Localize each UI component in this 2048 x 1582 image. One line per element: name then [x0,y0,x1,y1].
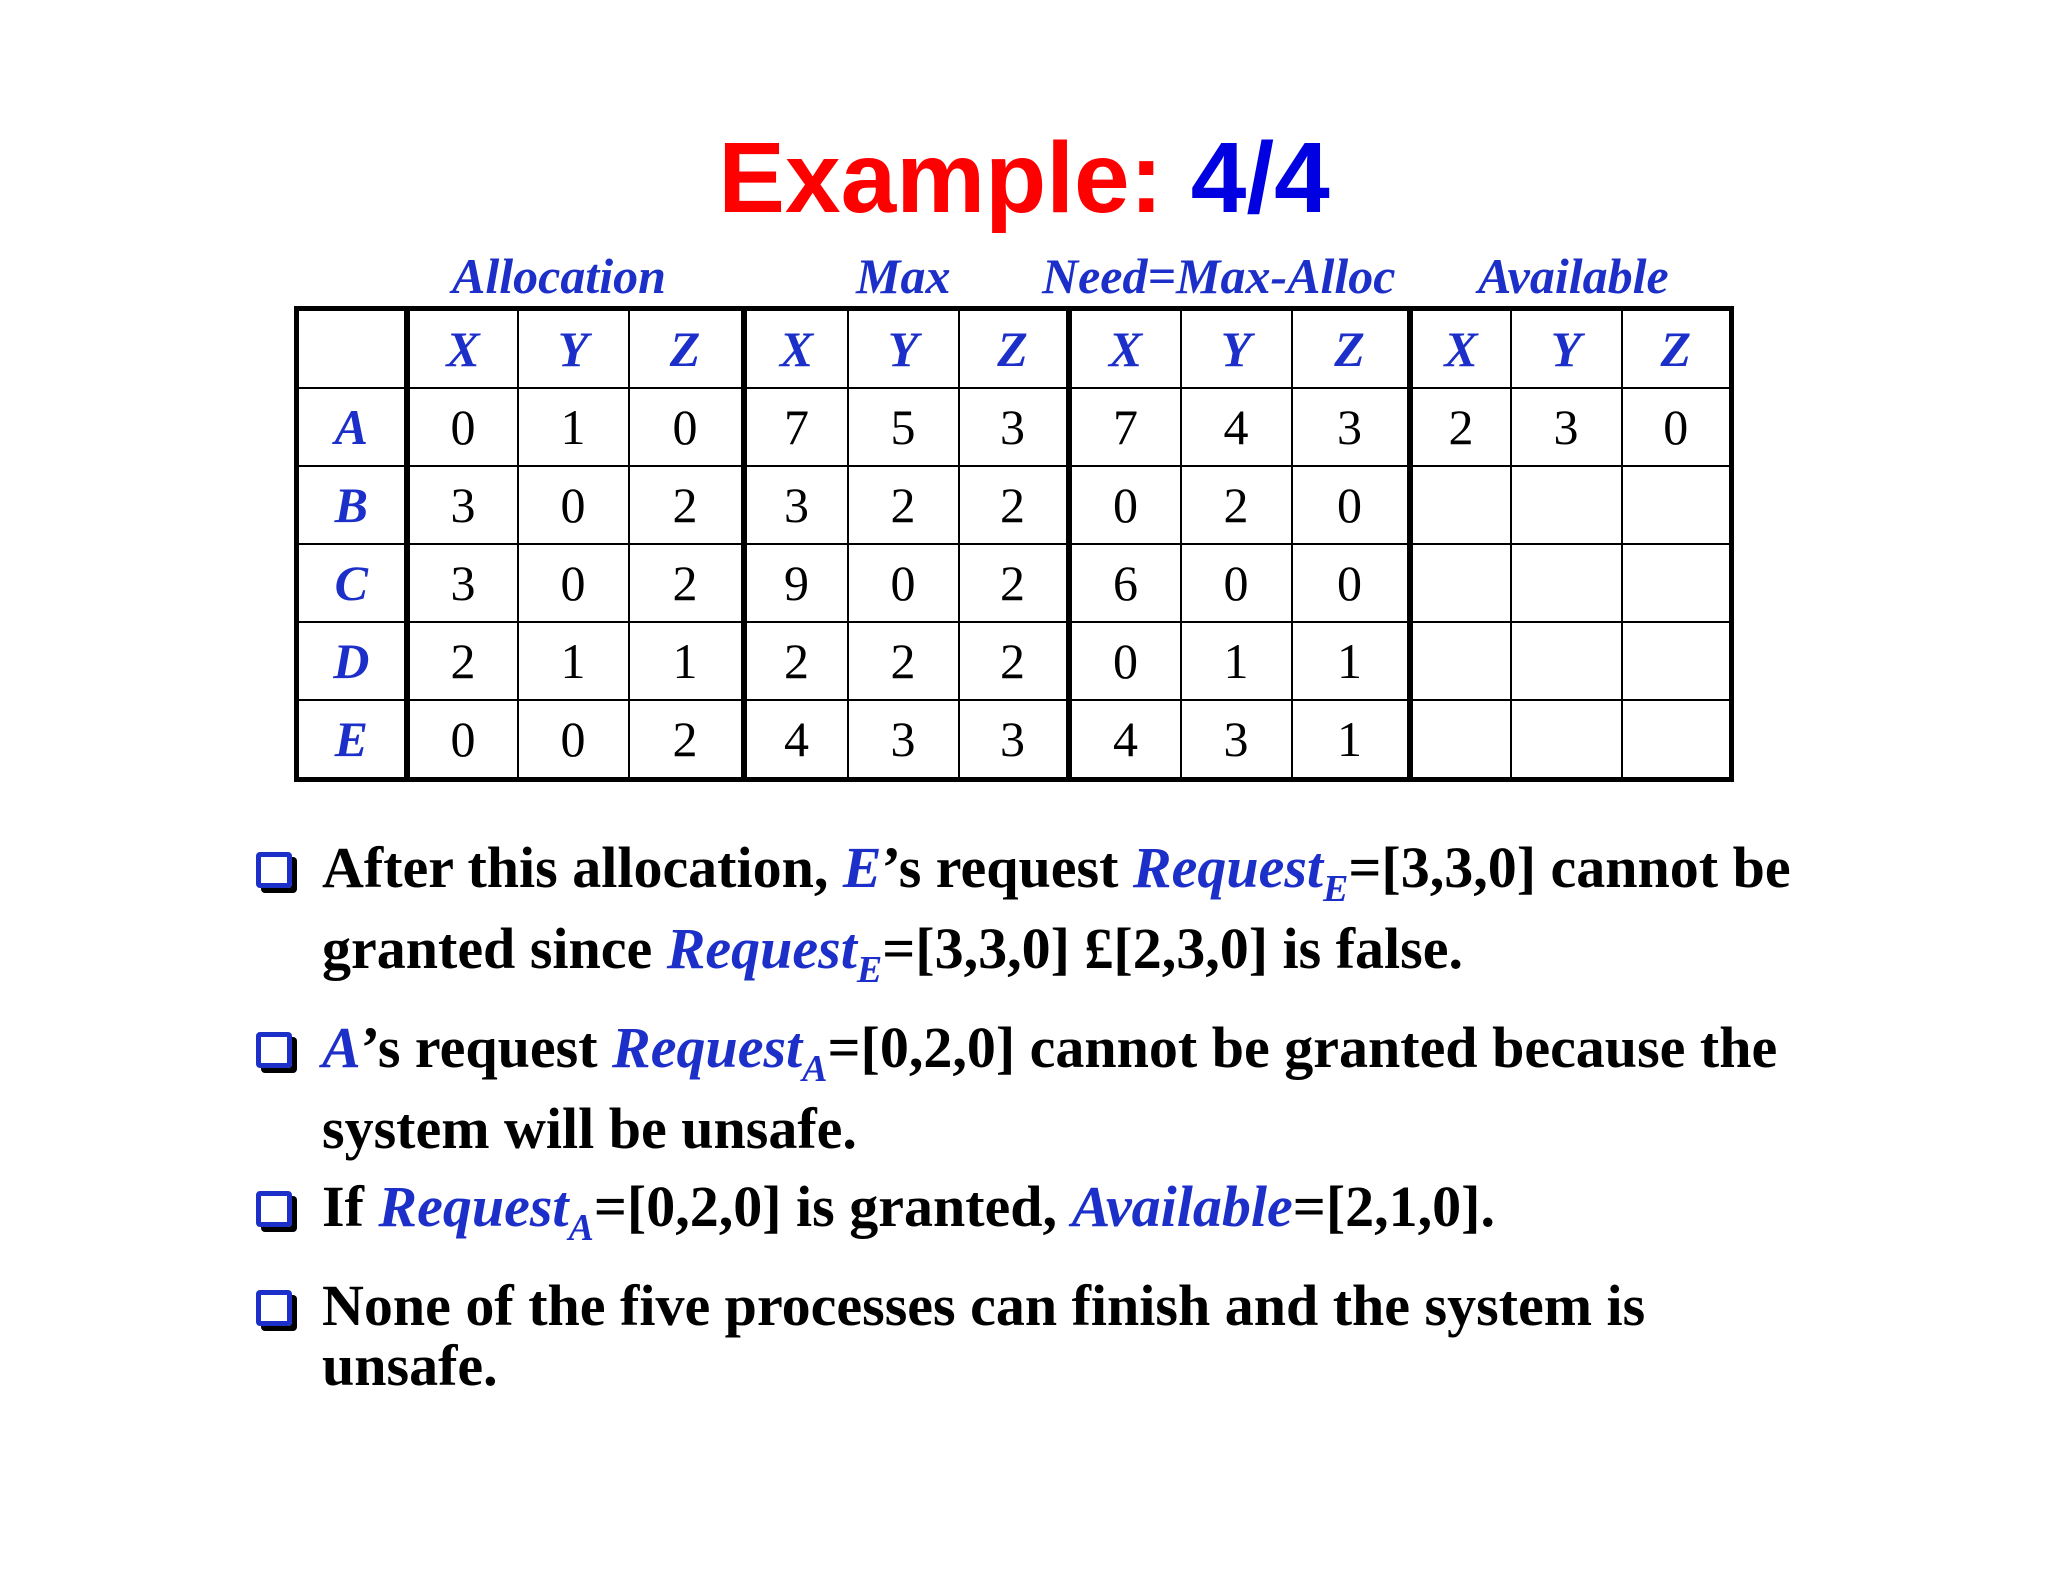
header-need-x: X [1069,309,1181,389]
bullet-text-segment: Request [612,1015,803,1080]
avail-cell [1410,544,1511,622]
header-need-y: Y [1181,309,1292,389]
bullet-text-segment: After this allocation, [322,835,843,900]
max-cell: 5 [848,388,959,466]
alloc-cell: 2 [629,700,744,780]
alloc-cell: 0 [629,388,744,466]
header-max-z: Z [959,309,1069,389]
max-cell: 2 [959,544,1069,622]
bullet-item [252,1174,1812,1258]
bullet-item [252,1273,1812,1398]
avail-cell: 3 [1511,388,1622,466]
checkbox-bullet-icon [256,1191,292,1227]
need-cell: 0 [1181,544,1292,622]
table-row [297,466,1732,544]
bullet-text-segment: If [322,1174,379,1239]
max-cell: 2 [848,622,959,700]
max-cell: 3 [744,466,848,544]
alloc-cell: 0 [518,544,629,622]
max-cell: 9 [744,544,848,622]
bullet-text-segment: Request [666,916,857,981]
max-cell: 2 [959,622,1069,700]
alloc-cell: 0 [518,466,629,544]
header-avail-x: X [1410,309,1511,389]
max-cell: 2 [744,622,848,700]
bullet-text-segment: =[3,3,0] £[2,3,0] is false. [882,916,1463,981]
need-cell: 0 [1292,544,1410,622]
resource-matrix-table [294,306,1734,782]
max-cell: 4 [744,700,848,780]
avail-cell [1511,466,1622,544]
bullet-text-segment: E [856,949,883,991]
table-row [297,700,1732,780]
header-alloc-z: Z [629,309,744,389]
bullet-text-segment: A [568,1207,594,1249]
max-cell: 2 [848,466,959,544]
alloc-cell: 1 [518,622,629,700]
group-label-allocation: Allocation [452,248,666,304]
max-cell: 0 [848,544,959,622]
table-corner-cell [297,309,407,389]
table-row [297,388,1732,466]
alloc-cell: 2 [629,544,744,622]
checkbox-bullet-icon [256,1032,292,1068]
need-cell: 7 [1069,388,1181,466]
need-cell: 4 [1181,388,1292,466]
need-cell: 0 [1069,622,1181,700]
bullet-text-segment: Request [1132,835,1324,900]
bullet-text-segment: Available [1071,1174,1293,1239]
max-cell: 7 [744,388,848,466]
need-cell: 1 [1292,700,1410,780]
checkbox-bullet-icon [256,852,292,888]
alloc-cell: 3 [407,544,518,622]
need-cell: 1 [1181,622,1292,700]
avail-cell [1511,700,1622,780]
title-text: Example: [718,122,1191,234]
checkbox-bullet-icon [256,1290,292,1326]
bullet-text-segment: Request [378,1174,569,1239]
row-label: E [297,700,407,780]
avail-cell [1622,544,1732,622]
need-cell: 0 [1069,466,1181,544]
max-cell: 2 [959,466,1069,544]
max-cell: 3 [959,388,1069,466]
group-label-max: Max [856,248,951,304]
need-cell: 1 [1292,622,1410,700]
max-cell: 3 [848,700,959,780]
bullet-text-segment: None of the five processes can finish and the system is unsafe. [322,1273,1646,1398]
header-avail-z: Z [1622,309,1732,389]
row-label: A [297,388,407,466]
bullet-text-segment: ’s request [881,835,1133,900]
bullet-list [252,835,1812,1414]
need-cell: 3 [1181,700,1292,780]
bullet-text-segment: ’s request [360,1015,613,1080]
header-alloc-x: X [407,309,518,389]
avail-cell [1410,622,1511,700]
need-cell: 6 [1069,544,1181,622]
need-cell: 4 [1069,700,1181,780]
bullet-text-segment: =[0,2,0] cannot be granted because the system will be unsafe. [322,1015,1778,1161]
alloc-cell: 2 [629,466,744,544]
header-max-y: Y [848,309,959,389]
alloc-cell: 1 [629,622,744,700]
slide-title [0,118,2048,238]
bullet-text-segment: =[0,2,0] is granted, [593,1174,1072,1239]
title-page-number: 4/4 [1190,122,1330,234]
bullet-text-segment: E [842,835,882,900]
bullet-text-segment: A [322,1015,361,1080]
table-header-row [297,309,1732,389]
need-cell: 2 [1181,466,1292,544]
group-label-available: Available [1478,248,1669,304]
bullet-text-segment: E [1323,868,1349,910]
avail-cell [1622,622,1732,700]
bullet-item [252,1015,1812,1161]
max-cell: 3 [959,700,1069,780]
alloc-cell: 3 [407,466,518,544]
avail-cell [1410,466,1511,544]
avail-cell [1511,622,1622,700]
row-label: D [297,622,407,700]
bullet-text-segment: =[2,1,0]. [1292,1174,1495,1239]
alloc-cell: 0 [407,700,518,780]
header-avail-y: Y [1511,309,1622,389]
header-max-x: X [744,309,848,389]
avail-cell [1622,466,1732,544]
alloc-cell: 0 [518,700,629,780]
table-row [297,622,1732,700]
avail-cell [1622,700,1732,780]
alloc-cell: 2 [407,622,518,700]
avail-cell [1511,544,1622,622]
bullet-item [252,835,1812,1000]
header-need-z: Z [1292,309,1410,389]
row-label: C [297,544,407,622]
avail-cell: 0 [1622,388,1732,466]
bullet-text-segment: A [802,1048,828,1090]
avail-cell [1410,700,1511,780]
header-alloc-y: Y [518,309,629,389]
need-cell: 0 [1292,466,1410,544]
avail-cell: 2 [1410,388,1511,466]
alloc-cell: 0 [407,388,518,466]
bullet-text-segment: =[3,3,0] cannot be granted since [322,835,1791,981]
need-cell: 3 [1292,388,1410,466]
table-row [297,544,1732,622]
alloc-cell: 1 [518,388,629,466]
row-label: B [297,466,407,544]
group-label-need: Need=Max-Alloc [1042,248,1396,304]
